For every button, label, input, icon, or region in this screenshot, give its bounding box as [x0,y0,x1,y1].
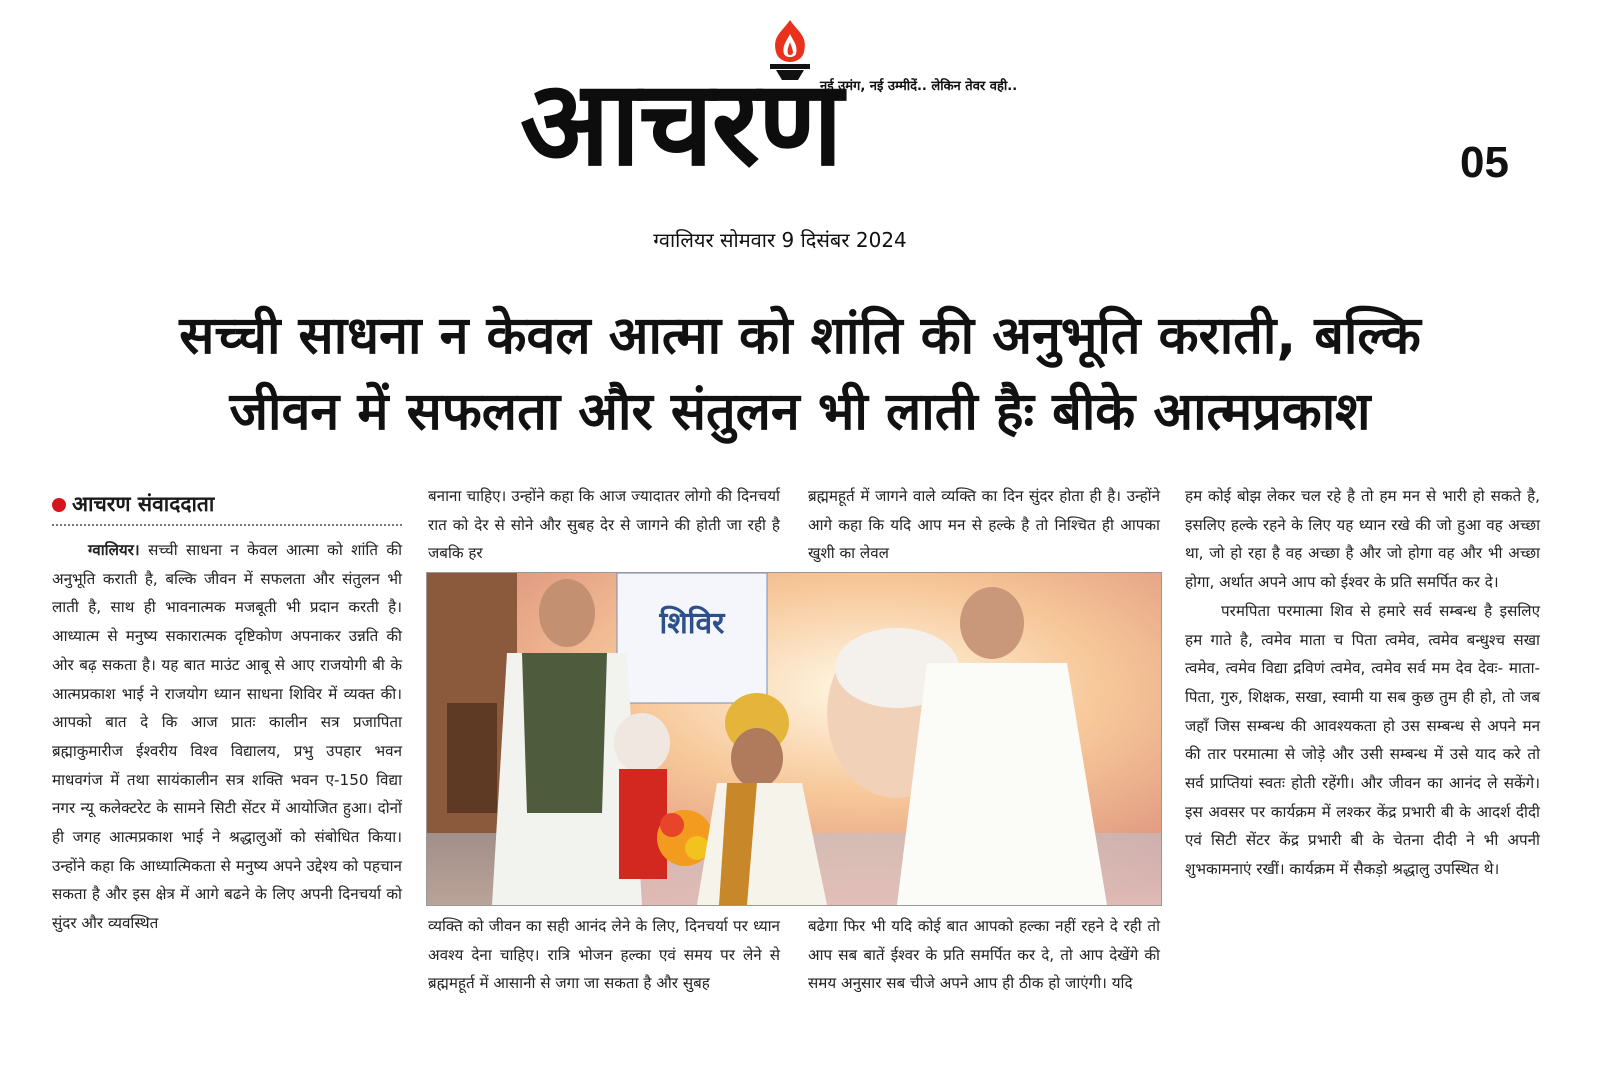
event-photo-graphic [427,573,1161,905]
article-column-4 [1185,482,1540,884]
page-number: 05 [1460,138,1509,187]
column-3-bottom-text: बढेगा फिर भी यदि कोई बात आपको हल्का नहीं रहने दे रही तो आप सब बातें ईश्वर के प्रति समर्पित कर दे, तो आप देखेंगे की समय अनुसार सब चीजे अपने आप ही ठीक हो जाएंगी। यदि [808,917,1160,993]
column-4-paragraph-2: परमपिता परमात्मा शिव से हमारे सर्व सम्बन्ध है इसलिए हम गाते है, त्वमेव माता च पिता त्वमेव, त्वमेव बन्धुश्च सखा त्वमेव, त्वमेव विद्या द्रविणं त्वमेव, त्वमेव सर्व मम देव देवः- माता-पिता, गुरु, शिक्षक, सखा, स्वामी या सब कुछ तुम ही हो, तो जब जहाँ जिस सम्बन्ध की आवश्यकता हो उस सम्बन्ध से अपने मन की तार परमात्मा से जोड़े और उसी सम्बन्ध में उसे याद करे तो सर्व प्राप्तियां स्वतः होती रहेंगी। और जीवन का आनंद ले सकेंगे।इस अवसर पर कार्यक्रम में लश्कर केंद्र प्रभारी बी के आदर्श दीदी एवं सिटी सेंटर केंद्र प्रभारी बी के चेतना दीदी ने भी अपनी शुभकामनाएं रखीं। कार्यक्रम में सैकड़ो श्रद्धालु उपस्थित थे। [1185,601,1540,879]
article-column-3-top [808,482,1160,568]
event-photo [426,572,1162,906]
banner-text: शिविर [659,606,725,641]
newspaper-logo: आचरण [520,54,842,192]
headline-line-1: सच्ची साधना न केवल आत्मा को शांति की अनुभूति कराती, बल्कि [179,306,1421,366]
article-column-2-bottom [428,912,780,998]
column-1-text: सच्ची साधना न केवल आत्मा को शांति की अनुभूति कराती है, बल्कि जीवन में सफलता और संतुलन भी लाती है, साथ ही भावनात्मक मजबूती भी प्रदान करती है। आध्यात्म से मनुष्य सकारात्मक दृष्टिकोण अपनाकर उन्नति की ओर बढ़ सकता है। यह बात माउंट आबू से आए राजयोगी बी के आत्मप्रकाश भाई ने राजयोग ध्यान साधना शिविर में व्यक्त की। आपको बात दे कि आज प्रातः कालीन सत्र प्रजापिता ब्रह्माकुमारीज ईश्वरीय विश्व विद्यालय, प्रभु उपहार भवन माधवगंज में तथा सायंकालीन सत्र शक्ति भवन ए-150 विद्या नगर न्यू कलेक्टरेट के सामने सिटी सेंटर में आयोजित हुआ। दोनों ही जगह आत्मप्रकाश भाई ने श्रद्धालुओं को संबोधित किया। उन्होंने कहा कि आध्यात्मिकता से मनुष्य अपने उद्देश्य को पहचान सकता है और इस क्षेत्र में आगे बढने के लिए अपनी दिनचर्या को सुंदर और व्यवस्थित [52,541,403,933]
column-4-paragraph-1: हम कोई बोझ लेकर चल रहे है तो हम मन से भारी हो सकते है, इसलिए हल्के रहने के लिए यह ध्यान रखे की जो हुआ वह अच्छा था, जो हो रहा है वह अच्छा है और जो होगा वह और भी अच्छा होगा, अर्थात अपने आप को ईश्वर के प्रति समर्पित कर दे। [1185,487,1540,592]
article-column-2-top [428,482,780,568]
bullet-icon [52,498,66,512]
byline-text: आचरण संवाददाता [72,492,215,516]
dateline: ग्वालियर सोमवार 9 दिसंबर 2024 [653,228,907,252]
tagline: नई उमंग, नई उम्मीदें.. लेकिन तेवर वही.. [820,79,1018,94]
column-2-bottom-text: व्यक्ति को जीवन का सही आनंद लेने के लिए, दिनचर्या पर ध्यान अवश्य देना चाहिए। रात्रि भोजन हल्का एवं समय पर लेने से ब्रह्ममहूर्त में आसानी से जगा जा सकता है और सुबह [428,917,780,993]
headline [30,298,1570,450]
column-3-top-text: ब्रह्ममहूर्त में जागने वाले व्यक्ति का दिन सुंदर होता ही है। उन्होंने आगे कहा कि यदि आप मन से हल्के है तो निश्चित ही आपका खुशी का लेवल [808,487,1160,563]
place-lead: ग्वालियर। [88,541,140,559]
headline-line-2: जीवन में सफलता और संतुलन भी लाती हैः बीके आत्मप्रकाश [229,382,1371,442]
article-column-1 [52,536,402,938]
masthead [520,8,1040,198]
column-2-top-text: बनाना चाहिए। उन्होंने कहा कि आज ज्यादातर लोगो की दिनचर्या रात को देर से सोने और सुबह देर से जागने की होती जा रही है जबकि हर [428,487,780,563]
byline [52,490,402,526]
article-column-3-bottom [808,912,1160,998]
